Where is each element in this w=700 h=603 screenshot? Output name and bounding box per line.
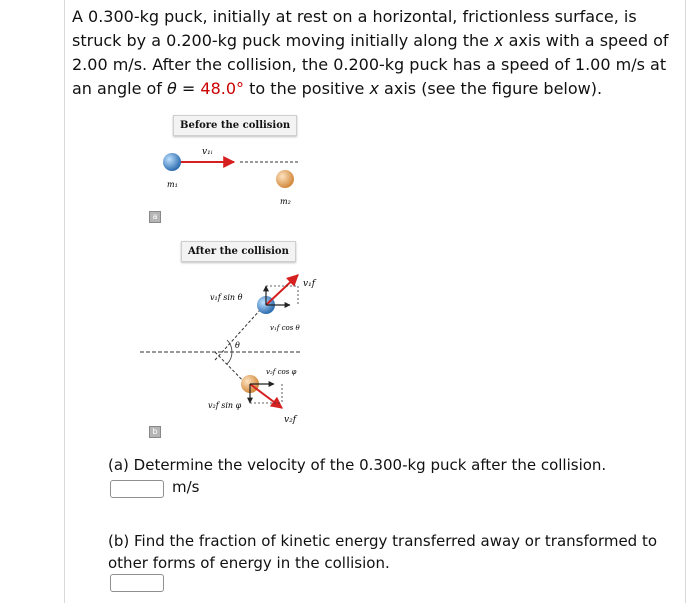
v1i-label: v₁ᵢ (202, 147, 213, 157)
theta-label: θ (235, 341, 240, 350)
var-theta: θ (167, 79, 177, 98)
equals-sign: = (181, 79, 196, 98)
puck-2-before (276, 170, 294, 188)
answer-a-input[interactable] (110, 480, 164, 498)
collision-diagram (140, 108, 340, 443)
v2f-vector (250, 384, 282, 408)
problem-text: axis with a speed of 2.00 m/s. After the collision, the 0.200-kg puck has a speed of 1.00 m/s at an angle of (72, 31, 669, 98)
v1f-cos-label: v₁f cos θ (270, 324, 300, 332)
phi-arc (227, 352, 232, 364)
answer-a-unit: m/s (172, 478, 200, 496)
v1f-vector (266, 275, 298, 305)
angle-value: 48.0° (200, 79, 245, 98)
collision-figure (140, 108, 340, 443)
var-x: x (369, 79, 379, 98)
m1-label: m₁ (167, 180, 178, 189)
puck-1-before (163, 153, 181, 171)
problem-text: A 0.300-kg puck, initially at rest on a horizontal, frictionless surface, is struck by a 0.200-kg puck moving initially along the (72, 7, 637, 50)
v1f-label: v₁f (303, 279, 316, 289)
theta-arc (227, 340, 232, 352)
var-x: x (494, 31, 504, 50)
questions (108, 454, 668, 574)
problem-statement (72, 5, 672, 101)
v2f-label: v₂f (284, 415, 297, 425)
problem-text: axis (see the figure below). (384, 79, 603, 98)
before-collision-label: Before the collision (173, 115, 297, 136)
answer-b-input[interactable] (110, 574, 164, 592)
after-collision-label: After the collision (181, 241, 296, 262)
v2f-cos-label: v₂f cos φ (266, 368, 297, 376)
v2f-sin-label: v₂f sin φ (208, 401, 242, 410)
m2-label: m₂ (280, 197, 291, 206)
panel-a-tag: a (149, 211, 161, 223)
panel-b-tag: b (149, 426, 161, 438)
question-b-text: (b) Find the fraction of kinetic energy transferred away or transformed to other forms of energy in the collision. (108, 532, 658, 572)
question-a-text: (a) Determine the velocity of the 0.300-kg puck after the collision. (108, 456, 607, 474)
problem-text: to the positive (249, 79, 365, 98)
v1f-sin-label: v₁f sin θ (210, 293, 243, 302)
